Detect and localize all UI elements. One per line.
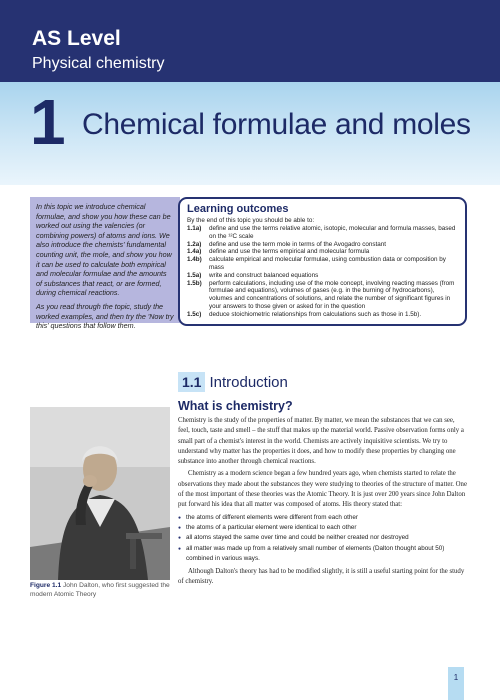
subheading: What is chemistry?	[178, 399, 293, 413]
portrait-illustration	[30, 407, 170, 580]
outcome-text: write and construct balanced equations	[209, 271, 319, 279]
chapter-banner	[0, 82, 500, 185]
outcome-text: deduce stoichiometric relationships from calculations such as those in 1.5b).	[209, 310, 422, 318]
learning-outcomes-title: Learning outcomes	[187, 203, 289, 215]
intro-paragraph: As you read through the topic, study the worked examples, and then try the 'Now try this' questions that follow them.	[36, 301, 174, 331]
list-item: ● the atoms of a particular element were identical to each other	[178, 523, 468, 533]
bullet-list	[178, 513, 468, 564]
body-text	[178, 416, 468, 590]
dalton-portrait	[30, 407, 170, 580]
section-heading	[178, 372, 288, 392]
learning-outcomes-intro: By the end of this topic you should be able to:	[187, 217, 315, 224]
level-title: AS Level	[32, 27, 121, 50]
learning-outcome	[187, 311, 458, 319]
learning-outcome	[187, 272, 458, 280]
figure-caption-text: John Dalton, who first suggested the modern Atomic Theory	[30, 582, 170, 598]
list-item: ● the atoms of different elements were different from each other	[178, 513, 468, 523]
outcome-code: 1.5b)	[187, 279, 202, 287]
chapter-number: 1	[30, 86, 66, 158]
outcome-code: 1.1a)	[187, 225, 202, 232]
learning-outcome	[187, 256, 458, 272]
page-header	[0, 0, 500, 82]
list-item: ● all atoms stayed the same over time and could be neither created nor destroyed	[178, 533, 468, 543]
outcome-text: define and use the terms relative atomic, isotopic, molecular and formula masses, based on the ¹²C scale	[209, 225, 456, 240]
outcome-code: 1.2a)	[187, 240, 202, 248]
figure-caption	[30, 582, 170, 599]
learning-outcome	[187, 248, 458, 256]
learning-outcome	[187, 225, 458, 241]
subject-title: Physical chemistry	[32, 55, 165, 72]
outcome-text: define and use the terms empirical and molecular formula	[209, 248, 370, 256]
learning-outcome	[187, 280, 458, 311]
figure-label: Figure 1.1	[30, 582, 62, 589]
outcome-text: perform calculations, including use of the mole concept, involving reacting masses (from formulae and equations), volumes of gases (e.g. in the burning of hydrocarbons), volumes and concentrations of solutions, and relate the number of significant figures in your answers to those given or asked for in the question	[209, 279, 455, 310]
outcome-text: define and use the term mole in terms of the Avogadro constant	[209, 240, 387, 248]
learning-outcome	[187, 241, 458, 249]
outcome-text: calculate empirical and molecular formulae, using combustion data or composition by mass	[209, 256, 446, 271]
outcome-code: 1.4a)	[187, 248, 202, 256]
outcome-code: 1.5c)	[187, 310, 202, 318]
intro-paragraph: In this topic we introduce chemical formulae, and show you how these can be worked out using the valencies (or combining powers) of atoms and ions. We also introduce the chemists' fundamental counting unit, the mole, and show you how it can be used to calculate both empirical and molecular formulae and the amounts of substances that react, or are formed, during chemical reactions.	[36, 202, 172, 298]
body-paragraph: Chemistry is the study of the properties of matter. By matter, we mean the substances that we can see, feel, touch, taste and smell – the stuff that makes up the material world. Passive observation forms only a small part of a chemist's interest in the world. Chemists are actively inquisitive scientists. We try to understand why matter has the properties it does, and how to modify these properties by changing one substance into another through chemical reactions.	[178, 417, 464, 466]
body-paragraph: Chemistry as a modern science began a few hundred years ago, when chemists started to relate the observations they made about the substances they were studying to theories of the structure of matter. One of the most important of these theories was the Atomic Theory. It is just over 200 years since John Dalton put forward his idea that all matter was composed of atoms. His theory stated that:	[178, 470, 467, 509]
body-paragraph: Although Dalton's theory has had to be modified slightly, it is still a useful starting point for the study of chemistry.	[178, 568, 465, 586]
section-number: 1.1	[178, 372, 205, 392]
chapter-title: Chemical formulae and moles	[82, 108, 471, 141]
learning-outcomes-box	[178, 197, 467, 326]
outcome-code: 1.4b)	[187, 256, 202, 264]
list-item: ● all matter was made up from a relatively small number of elements (Dalton thought about 50) combined in various ways.	[178, 544, 468, 565]
topic-intro-box	[30, 197, 180, 331]
outcome-code: 1.5a)	[187, 271, 202, 279]
section-title: Introduction	[209, 373, 288, 391]
page-number: 1	[448, 667, 464, 700]
